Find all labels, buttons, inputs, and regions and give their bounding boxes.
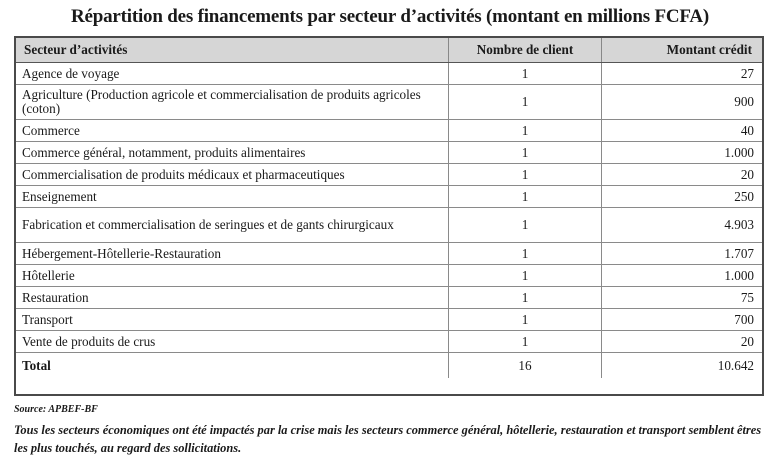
cell-montant: 250 [602,186,763,208]
table-row [16,63,762,85]
cell-clients: 1 [449,265,602,287]
cell-montant: 1.000 [602,142,763,164]
table-row [16,164,762,186]
cell-secteur: Commerce [16,120,449,142]
table-title: Répartition des financements par secteur d’activités (montant en millions FCFA) [70,6,710,27]
cell-montant: 1.000 [602,265,763,287]
total-montant: 10.642 [717,357,754,373]
cell-secteur: Agriculture (Production agricole et commercialisation de produits agricoles (coton) [16,85,449,120]
table-row [16,208,762,243]
cell-clients: 1 [449,309,602,331]
cell-secteur: Enseignement [16,186,449,208]
table-row [16,309,762,331]
table-row [16,85,762,120]
table-row [16,331,762,353]
source-note: Source: APBEF-BF [14,404,98,415]
cell-montant: 27 [602,63,763,85]
table-row [16,186,762,208]
cell-clients: 1 [449,142,602,164]
cell-clients: 1 [449,85,602,120]
cell-secteur: Commerce général, notamment, produits alimentaires [16,142,449,164]
financing-table [16,38,762,378]
cell-secteur: Fabrication et commercialisation de seringues et de gants chirurgicaux [16,208,449,243]
cell-secteur: Restauration [16,287,449,309]
cell-montant: 4.903 [602,208,763,243]
table-row [16,287,762,309]
header-montant-credit: Montant crédit [602,38,763,63]
cell-montant: 20 [602,164,763,186]
caption-note: Tous les secteurs économiques ont été impactés par la crise mais les secteurs commerce général, hôtellerie, restauration et transport semblent êtres les plus touchés, au regard des sollicitations. [14,423,762,455]
table-header-row [16,38,762,63]
cell-clients: 1 [449,287,602,309]
cell-clients: 1 [449,243,602,265]
cell-montant: 700 [602,309,763,331]
cell-secteur: Hébergement-Hôtellerie-Restauration [16,243,449,265]
cell-clients: 1 [449,120,602,142]
table-row [16,243,762,265]
total-clients: 16 [449,353,602,379]
header-secteur: Secteur d’activités [16,38,449,63]
header-nombre-client: Nombre de client [449,38,602,63]
table-row [16,265,762,287]
cell-secteur: Commercialisation de produits médicaux et pharmaceutiques [16,164,449,186]
total-label: Total [16,353,449,379]
cell-secteur: Vente de produits de crus [16,331,449,353]
cell-secteur: Hôtellerie [16,265,449,287]
cell-clients: 1 [449,208,602,243]
cell-montant: 900 [602,85,763,120]
total-row [16,353,762,379]
cell-montant: 40 [602,120,763,142]
financing-table-panel [14,36,764,396]
cell-secteur: Agence de voyage [16,63,449,85]
cell-montant: 1.707 [602,243,763,265]
cell-clients: 1 [449,164,602,186]
table-row [16,120,762,142]
cell-montant: 20 [602,331,763,353]
cell-secteur: Transport [16,309,449,331]
cell-clients: 1 [449,331,602,353]
cell-clients: 1 [449,186,602,208]
cell-montant: 75 [602,287,763,309]
cell-clients: 1 [449,63,602,85]
table-row [16,142,762,164]
